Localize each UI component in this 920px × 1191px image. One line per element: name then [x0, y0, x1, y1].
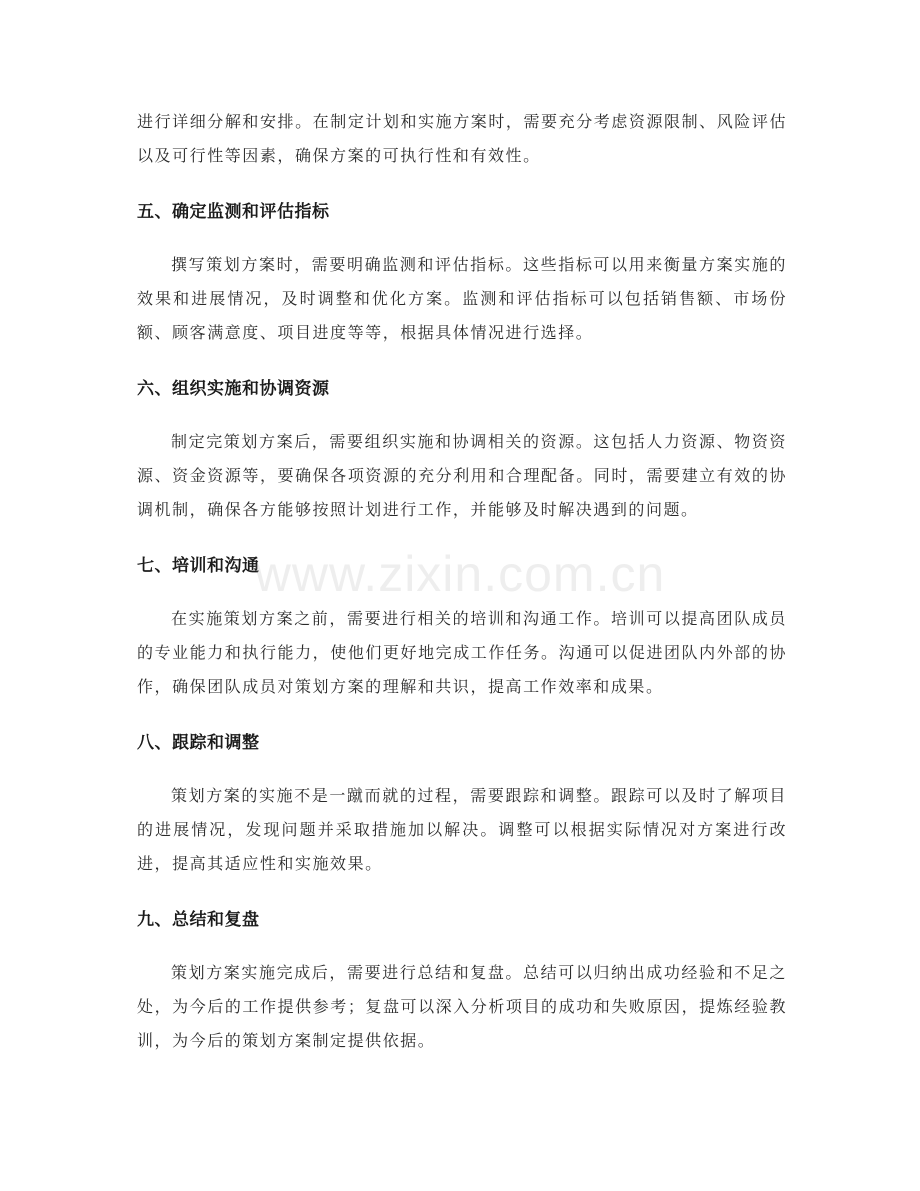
document-body [137, 105, 787, 1058]
section-body-9: 策划方案实施完成后，需要进行总结和复盘。总结可以归纳出成功经验和不足之处，为今后的工作提供参考；复盘可以深入分析项目的成功和失败原因，提炼经验教训，为今后的策划方案制定提供依据。 [137, 963, 787, 1050]
section-heading-5: 五、确定监测和评估指标 [137, 202, 330, 222]
section-body-8: 策划方案的实施不是一蹴而就的过程，需要跟踪和调整。跟踪可以及时了解项目的进展情况，发现问题并采取措施加以解决。调整可以根据实际情况对方案进行改进，提高其适应性和实施效果。 [137, 786, 787, 873]
section-body-5: 撰写策划方案时，需要明确监测和评估指标。这些指标可以用来衡量方案实施的效果和进展情况，及时调整和优化方案。监测和评估指标可以包括销售额、市场份额、顾客满意度、项目进度等等，根据具体情况进行选择。 [137, 255, 787, 342]
watermark-text: www.zixin.com.cn [254, 546, 666, 602]
section-heading-6: 六、组织实施和协调资源 [137, 379, 330, 399]
section-body-7: 在实施策划方案之前，需要进行相关的培训和沟通工作。培训可以提高团队成员的专业能力和执行能力，使他们更好地完成工作任务。沟通可以促进团队内外部的协作，确保团队成员对策划方案的理解和共识，提高工作效率和成果。 [137, 609, 787, 696]
section-heading-7: 七、培训和沟通 [137, 556, 260, 576]
section-body-6: 制定完策划方案后，需要组织实施和协调相关的资源。这包括人力资源、物资资源、资金资源等，要确保各项资源的充分利用和合理配备。同时，需要建立有效的协调机制，确保各方能够按照计划进行工作，并能够及时解决遇到的问题。 [137, 432, 787, 519]
intro-paragraph: 进行详细分解和安排。在制定计划和实施方案时，需要充分考虑资源限制、风险评估以及可行性等因素，确保方案的可执行性和有效性。 [137, 112, 787, 165]
section-heading-9: 九、总结和复盘 [137, 910, 260, 930]
section-heading-8: 八、跟踪和调整 [137, 733, 260, 753]
